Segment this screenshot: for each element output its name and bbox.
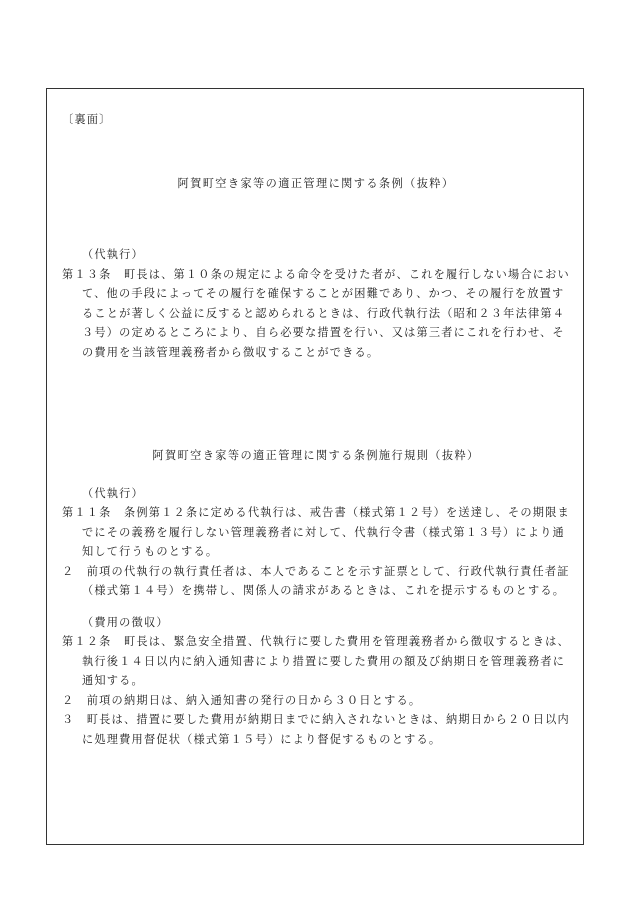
document-body [62, 110, 570, 749]
article-heading-cost-collection: （費用の徴収） [82, 615, 169, 629]
ordinance-article-13: 第１３条 町長は、第１０条の規定による命令を受けた者が、これを履行しない場合において、他の手段によってその履行を確保することが困難であり、かつ、その履行を放置することが著しく公益に反すると認められるときは、行政代執行法（昭和２３年法律第４３号）の定めるところにより、自ら必要な措置を行い、又は第三者にこれを行わせ、その費用を当該管理義務者から徴収することができる。 [62, 267, 570, 359]
regulation-title: 阿賀町空き家等の適正管理に関する条例施行規則（抜粋） [152, 449, 480, 462]
reverse-side-label: 〔裏面〕 [62, 113, 112, 126]
spacer [62, 193, 570, 245]
article-heading-execution-regulation: （代執行） [82, 486, 144, 500]
regulation-article-12: 第１２条 町長は、緊急安全措置、代執行に要した費用を管理義務者から徴収するときは、執行後１４日以内に納入通知書により措置に要した費用の額及び納期日を管理義務者に通知する。 [62, 635, 570, 687]
spacer [62, 601, 570, 613]
regulation-article-11-clause-2: ２ 前項の代執行の執行責任者は、本人であることを示す証票として、行政代執行責任者証（様式第１４号）を携帯し、関係人の請求があるときは、これを提示するものとする。 [62, 564, 570, 597]
regulation-article-11: 第１１条 条例第１２条に定める代執行は、戒告書（様式第１２号）を送達し、その期限までにその義務を履行しない管理義務者に対して、代執行令書（様式第１３号）により通知して行うものとする。 [62, 506, 570, 558]
ordinance-title: 阿賀町空き家等の適正管理に関する条例（抜粋） [177, 176, 455, 190]
spacer [62, 466, 570, 484]
spacer [62, 362, 570, 446]
regulation-article-12-clause-2: ２ 前項の納期日は、納入通知書の発行の日から３０日とする。 [62, 693, 422, 707]
article-heading-execution: （代執行） [82, 248, 144, 261]
regulation-article-12-clause-3: ３ 町長は、措置に要した費用が納期日までに納入されないときは、納期日から２０日以内に処理費用督促状（様式第１５号）により督促するものとする。 [62, 713, 570, 746]
